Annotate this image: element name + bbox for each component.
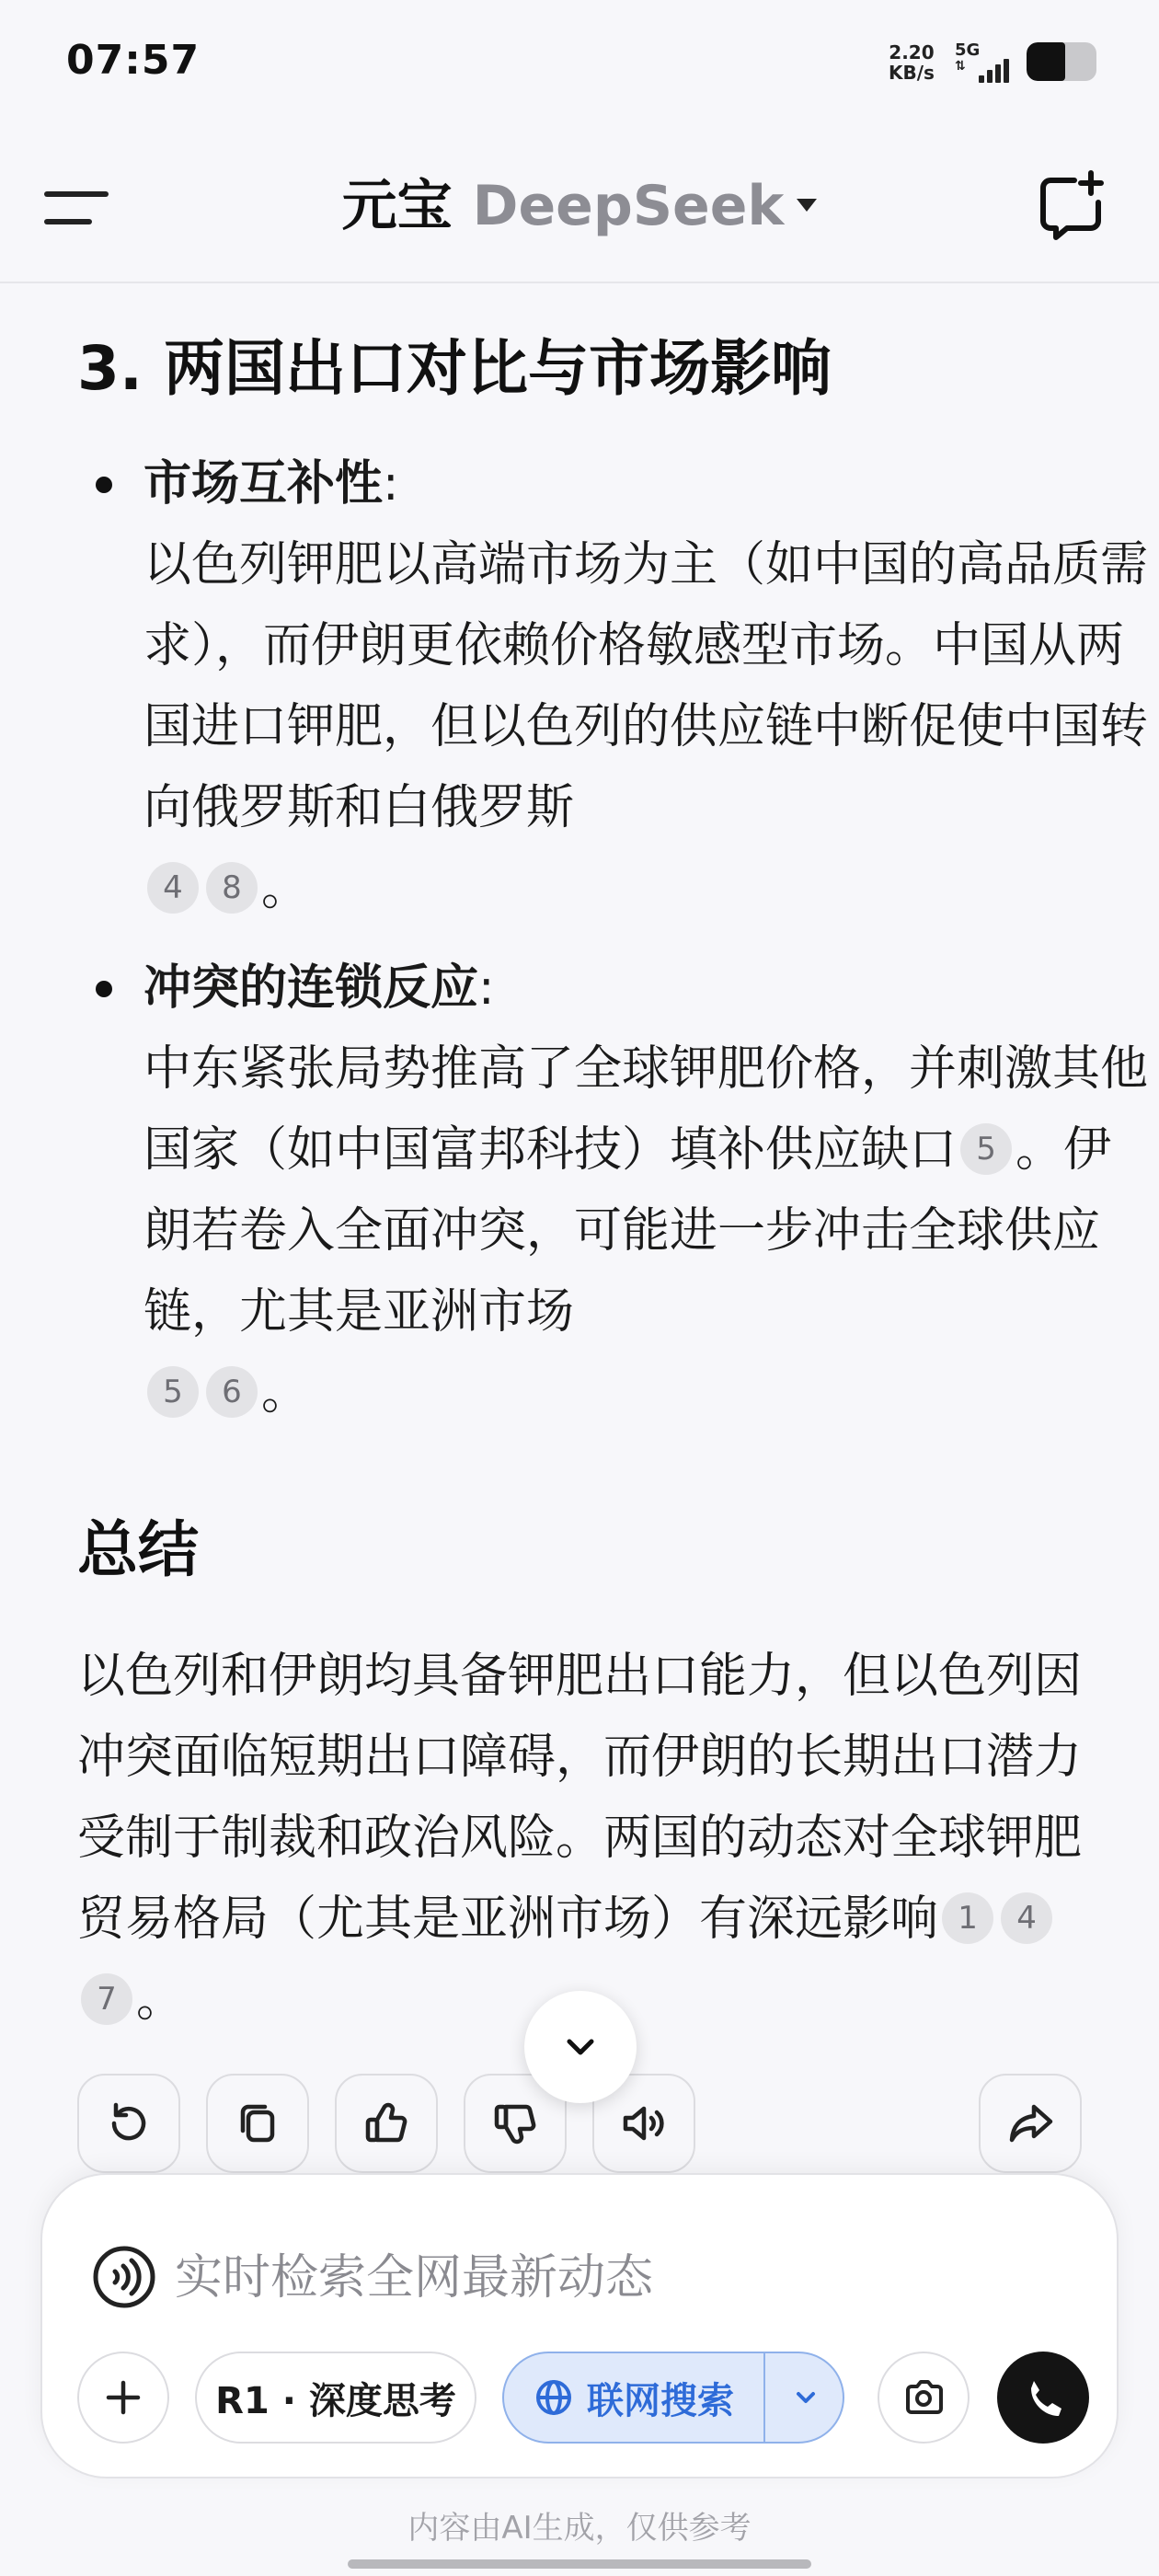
voice-call-button[interactable]: [997, 2352, 1089, 2444]
plus-icon: [103, 2377, 143, 2418]
web-search-label-wrap[interactable]: [504, 2353, 763, 2442]
caret-down-icon: [797, 199, 817, 212]
model-selector[interactable]: [0, 173, 1159, 239]
signal-icon: [955, 40, 1014, 83]
copy-icon: [232, 2098, 283, 2149]
scroll-to-bottom-button[interactable]: [524, 1991, 637, 2103]
deep-think-toggle[interactable]: R1 · 深度思考: [195, 2352, 476, 2444]
list-item-title: [143, 948, 495, 1029]
phone-icon: [1021, 2375, 1065, 2420]
thumbs-down-icon: [489, 2098, 541, 2149]
globe-icon: [534, 2377, 574, 2418]
battery-icon: [1027, 42, 1096, 81]
search-options-dropdown[interactable]: [765, 2353, 844, 2442]
add-attachment-button[interactable]: [77, 2352, 169, 2444]
thumbs-up-icon: [361, 2098, 412, 2149]
model-name: DeepSeek: [472, 174, 785, 238]
list-item-body: [143, 524, 1155, 929]
new-chat-icon[interactable]: [1034, 169, 1107, 243]
clock: 07:57: [66, 37, 201, 84]
citation-badge[interactable]: 4: [1001, 1892, 1052, 1944]
regenerate-button[interactable]: [77, 2074, 180, 2173]
signal-bars-icon: [970, 57, 1006, 83]
chat-content[interactable]: [0, 285, 1159, 2107]
network-speed-unit: KB/s: [889, 62, 935, 84]
home-indicator[interactable]: [348, 2559, 811, 2569]
like-button[interactable]: [335, 2074, 438, 2173]
citation-badge[interactable]: 6: [206, 1366, 258, 1418]
network-type: 5G: [955, 40, 981, 60]
summary-text: 以色列和伊朗均具备钾肥出口能力，但以色列因冲突面临短期出口障碍，而伊朗的长期出口潜力受制于制裁和政治风险。两国的动态对全球钾肥贸易格局（尤其是亚洲市场）有深远影响: [77, 1649, 1083, 1947]
data-arrows-icon: ⇅: [955, 59, 966, 74]
list-item-text: 中东紧张局势推高了全球钾肥价格，并刺激其他国家（如中国富邦科技）填补供应缺口: [143, 1041, 1149, 1178]
camera-icon: [901, 2375, 947, 2421]
list-item-colon: :: [383, 456, 399, 512]
citation-badge[interactable]: 1: [942, 1892, 993, 1944]
share-icon: [1004, 2098, 1056, 2149]
app-brand: 元宝: [341, 174, 453, 238]
summary-body: [77, 1636, 1098, 2041]
app-header: [0, 129, 1159, 283]
section-heading: 3. 两国出口对比与市场影响: [77, 333, 832, 404]
list-item-text: 以色列钾肥以高端市场为主（如中国的高品质需求），而伊朗更依赖价格敏感型市场。中国从两国进口钾肥，但以色列的供应链中断促使中国转向俄罗斯和白俄罗斯: [143, 537, 1149, 835]
chevron-down-icon: [791, 2383, 820, 2412]
composer-toolbar: [42, 2352, 1117, 2447]
list-item: [77, 948, 1149, 1463]
list-item-text: 。伊朗若卷入全面冲突，可能进一步冲击全球供应链，尤其是亚洲市场: [143, 1122, 1112, 1340]
list-item-end: 。: [261, 861, 310, 916]
citation-badge[interactable]: 7: [81, 1973, 132, 2025]
citation-badge[interactable]: 5: [960, 1123, 1012, 1175]
speaker-icon: [618, 2098, 670, 2149]
share-button[interactable]: [979, 2074, 1082, 2173]
list-item-colon: :: [478, 960, 495, 1016]
list-item-title: [143, 443, 399, 524]
list-item: [77, 443, 1149, 949]
citation-badge[interactable]: 4: [147, 862, 199, 914]
ai-disclaimer: 内容由AI生成，仅供参考: [407, 2510, 752, 2547]
web-search-toggle[interactable]: [502, 2352, 844, 2444]
list-item-end: 。: [261, 1365, 310, 1420]
web-search-label: 联网搜索: [587, 2379, 734, 2422]
bullet-dot: [96, 477, 112, 493]
camera-button[interactable]: [878, 2352, 970, 2444]
citation-badge[interactable]: 8: [206, 862, 258, 914]
status-bar: [0, 0, 1159, 129]
network-speed: [889, 42, 935, 83]
copy-button[interactable]: [206, 2074, 309, 2173]
voice-input-icon[interactable]: [90, 2243, 158, 2311]
message-composer: [40, 2173, 1119, 2478]
battery-fill: [1027, 42, 1065, 81]
list-item-body: [143, 1029, 1155, 1433]
citation-badge[interactable]: 5: [147, 1366, 199, 1418]
chevron-down-icon: [557, 2024, 603, 2070]
bullet-dot: [96, 981, 112, 997]
list-item-title-text: 市场互补性: [143, 456, 384, 512]
refresh-icon: [103, 2098, 155, 2149]
list-item-title-text: 冲突的连锁反应: [143, 960, 479, 1016]
summary-heading: 总结: [77, 1514, 199, 1585]
message-input[interactable]: 实时检索全网最新动态: [175, 2250, 654, 2306]
summary-end: 。: [136, 1972, 185, 2028]
network-speed-value: 2.20: [889, 41, 935, 63]
